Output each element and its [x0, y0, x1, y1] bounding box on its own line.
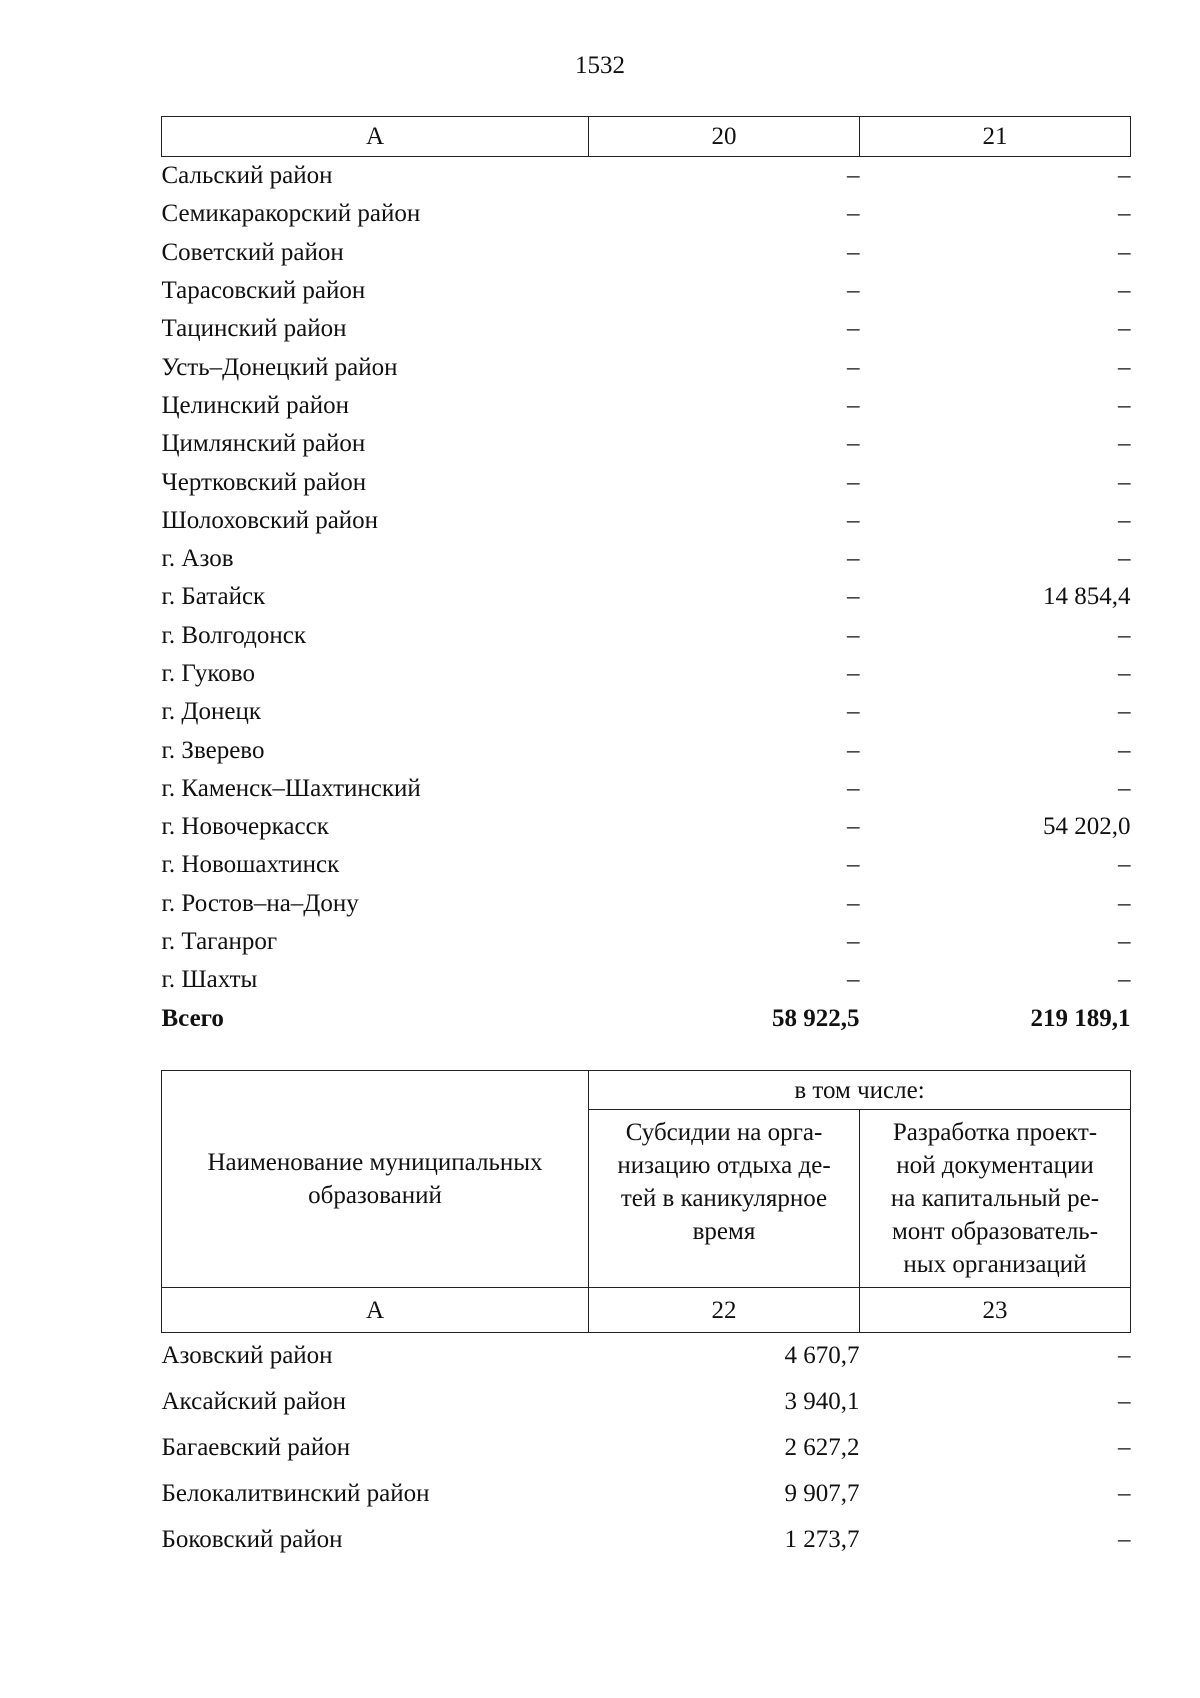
code-col-22: 22	[589, 1288, 860, 1333]
table-row	[162, 617, 1131, 655]
row-name: Тацинский район	[161, 315, 347, 343]
table-row	[162, 770, 1131, 808]
table-row	[162, 1379, 1131, 1425]
row-value-21: –	[1118, 621, 1131, 649]
row-value-20: –	[847, 966, 860, 994]
table-row	[162, 1471, 1131, 1517]
row-value-22: 3 940,1	[784, 1388, 860, 1415]
row-value-20: –	[847, 468, 860, 496]
row-value-20: –	[847, 698, 860, 726]
code-col-a: А	[162, 1288, 589, 1333]
header-col-22-line: время	[692, 1218, 756, 1245]
row-value-20: –	[847, 928, 860, 956]
row-value-23: –	[1118, 1388, 1131, 1415]
header-col-23-line: Разработка проект-	[892, 1119, 1098, 1146]
row-value-23: –	[1118, 1434, 1131, 1461]
header-col-21: 21	[860, 117, 1131, 157]
total-label: Всего	[161, 1004, 224, 1032]
table-row	[162, 923, 1131, 961]
row-value-20: –	[847, 621, 860, 649]
header-col-22-line: Субсидии на орга-	[625, 1119, 823, 1146]
row-value-20: –	[847, 506, 860, 534]
row-name: г. Азов	[161, 545, 234, 573]
row-value-21: –	[1118, 774, 1131, 802]
row-name: г. Батайск	[161, 583, 266, 611]
table-row	[162, 502, 1131, 540]
page-number: 1532	[575, 52, 625, 79]
header-col-20: 20	[589, 117, 860, 157]
table-row	[162, 425, 1131, 463]
row-value-21: –	[1118, 162, 1131, 190]
row-name: г. Гуково	[161, 660, 255, 687]
row-value-20: –	[847, 583, 860, 611]
row-value-20: –	[847, 200, 860, 228]
table-row	[162, 272, 1131, 310]
table-row	[162, 693, 1131, 731]
row-name: Усть–Донецкий район	[161, 353, 398, 381]
row-name: Багаевский район	[161, 1434, 351, 1461]
row-value-21: –	[1118, 277, 1131, 305]
table-row	[162, 808, 1131, 846]
row-value-20: –	[847, 545, 860, 573]
row-name: г. Зверево	[161, 736, 265, 764]
row-value-21: –	[1118, 736, 1131, 764]
row-value-21: –	[1118, 851, 1131, 879]
row-value-20: –	[847, 238, 860, 266]
row-name: г. Таганрог	[161, 928, 278, 956]
table-row	[162, 885, 1131, 923]
row-name: Белокалитвинский район	[161, 1480, 430, 1507]
header-including: в том числе:	[589, 1071, 1131, 1110]
code-col-23: 23	[860, 1288, 1131, 1333]
header-municipality: Наименование муниципальных образований	[162, 1071, 589, 1288]
header-col-23-line: на капитальный ре-	[890, 1185, 1100, 1212]
table-row	[162, 1425, 1131, 1471]
row-value-20: –	[847, 315, 860, 343]
row-value-21: –	[1118, 966, 1131, 994]
table-2	[161, 1070, 1131, 1563]
row-name: г. Волгодонск	[161, 621, 307, 649]
table-row	[162, 387, 1131, 425]
row-name: г. Донецк	[161, 698, 261, 726]
row-name: Тарасовский район	[161, 277, 366, 305]
table-row	[162, 1517, 1131, 1563]
row-value-20: –	[847, 353, 860, 381]
row-name: Советский район	[161, 238, 344, 266]
row-name: г. Новочеркасск	[161, 813, 329, 841]
row-value-22: 1 273,7	[784, 1526, 860, 1553]
table-row	[162, 157, 1131, 196]
header-col-a: А	[162, 117, 589, 157]
total-value-20: 58 922,5	[772, 1004, 860, 1032]
row-value-20: –	[847, 774, 860, 802]
row-value-20: –	[847, 813, 860, 841]
table-row	[162, 234, 1131, 272]
table-row	[162, 1333, 1131, 1380]
row-value-20: –	[847, 430, 860, 458]
table-row	[162, 463, 1131, 501]
table-row	[162, 961, 1131, 999]
header-col-23-line: ной документации	[896, 1152, 1094, 1179]
row-value-21: –	[1118, 353, 1131, 381]
table-row	[162, 731, 1131, 769]
row-name: Семикаракорский район	[161, 200, 421, 228]
row-name: Сальский район	[161, 162, 333, 190]
table-1-header	[162, 117, 1131, 157]
table-row	[162, 578, 1131, 616]
total-value-21: 219 189,1	[1030, 1004, 1131, 1032]
row-value-20: –	[847, 277, 860, 305]
row-value-23: –	[1118, 1526, 1131, 1553]
row-name: Азовский район	[161, 1342, 333, 1369]
row-value-22: 9 907,7	[784, 1480, 860, 1507]
row-value-23: –	[1118, 1342, 1131, 1369]
row-value-22: 2 627,2	[784, 1434, 860, 1461]
header-col-23-line: ных организаций	[903, 1251, 1087, 1278]
row-value-21: –	[1118, 391, 1131, 419]
row-name: г. Новошахтинск	[161, 851, 340, 879]
row-name: Боковский район	[161, 1526, 343, 1553]
table-1	[161, 116, 1131, 1038]
row-value-20: –	[847, 162, 860, 190]
row-name: г. Шахты	[161, 966, 258, 994]
header-col-22-line: низацию отдыха де-	[617, 1152, 831, 1179]
header-col-22	[589, 1110, 860, 1288]
row-value-20: –	[847, 889, 860, 917]
header-col-23	[860, 1110, 1131, 1288]
table-row	[162, 195, 1131, 233]
row-value-21: –	[1118, 660, 1131, 687]
table-row	[162, 655, 1131, 693]
total-row	[162, 1000, 1131, 1038]
row-value-20: –	[847, 391, 860, 419]
row-value-20: –	[847, 660, 860, 687]
row-value-21: –	[1118, 430, 1131, 458]
row-name: Чертковский район	[161, 468, 367, 496]
row-name: г. Ростов–на–Дону	[161, 889, 359, 917]
row-value-21: –	[1118, 928, 1131, 956]
row-value-21: –	[1118, 698, 1131, 726]
row-value-21: –	[1118, 889, 1131, 917]
row-value-21: –	[1118, 238, 1131, 266]
row-value-21: –	[1118, 315, 1131, 343]
row-value-23: –	[1118, 1480, 1131, 1507]
row-value-21: 14 854,4	[1043, 583, 1131, 611]
header-col-22-line: тей в каникулярное	[620, 1185, 828, 1212]
table-row	[162, 348, 1131, 386]
table-row	[162, 846, 1131, 884]
row-value-21: –	[1118, 468, 1131, 496]
row-value-21: –	[1118, 545, 1131, 573]
row-name: г. Каменск–Шахтинский	[161, 774, 421, 802]
row-value-21: –	[1118, 506, 1131, 534]
row-name: Цимлянский район	[161, 430, 366, 458]
table-row	[162, 540, 1131, 578]
row-value-20: –	[847, 851, 860, 879]
row-name: Целинский район	[161, 391, 349, 419]
row-name: Шолоховский район	[161, 506, 379, 534]
table-row	[162, 310, 1131, 348]
row-name: Аксайский район	[161, 1388, 347, 1415]
row-value-22: 4 670,7	[784, 1342, 860, 1369]
row-value-20: –	[847, 736, 860, 764]
row-value-21: –	[1118, 200, 1131, 228]
row-value-21: 54 202,0	[1043, 813, 1131, 841]
header-col-23-line: монт образователь-	[891, 1218, 1099, 1245]
